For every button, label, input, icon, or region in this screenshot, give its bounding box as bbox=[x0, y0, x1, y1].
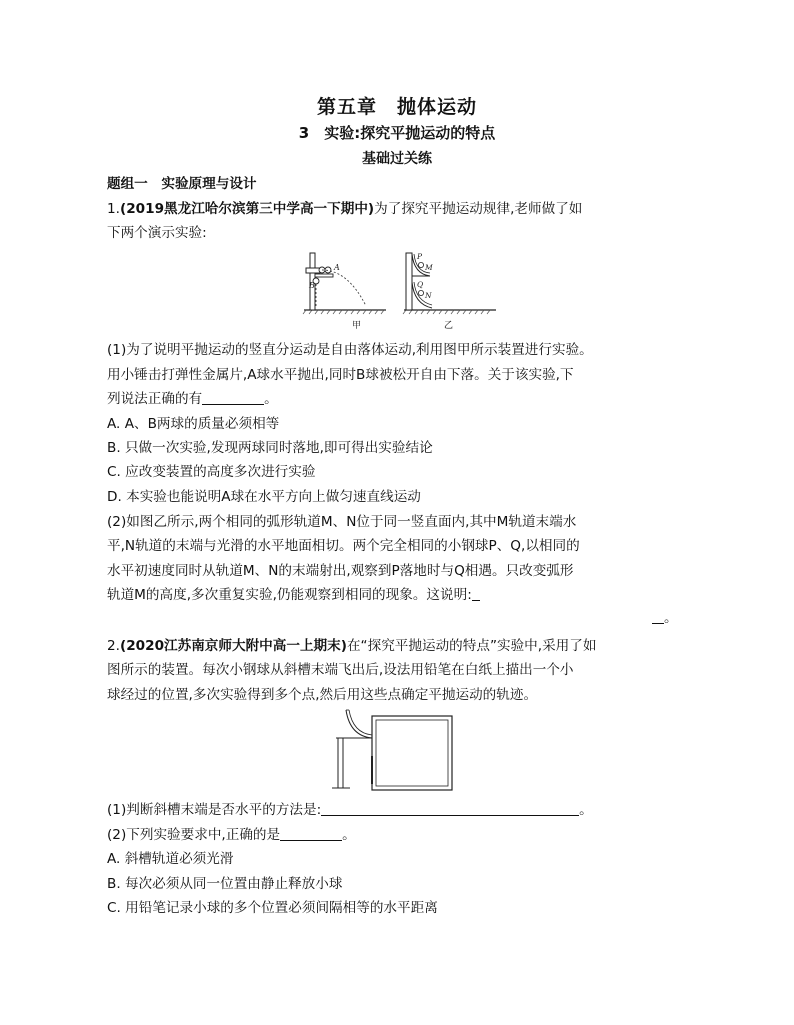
q1-option-b[interactable]: B. 只做一次实验,发现两球同时落地,即可得出实验结论 bbox=[107, 440, 433, 456]
q1-option-c[interactable]: C. 应改变装置的高度多次进行实验 bbox=[107, 464, 316, 480]
q2-stem-line2: 图所示的装置。每次小钢球从斜槽末端飞出后,设法用铅笔在白纸上描出一个小 bbox=[107, 662, 574, 678]
q2-stem-line1 bbox=[107, 636, 596, 656]
q2-part2 bbox=[107, 825, 356, 845]
q1-stem-line1 bbox=[107, 199, 582, 219]
subtitle: 基础过关练 bbox=[362, 151, 432, 167]
q1-figure-a bbox=[300, 248, 390, 328]
q2-stem-line3: 球经过的位置,多次实验得到多个点,然后用这些点确定平抛运动的轨迹。 bbox=[107, 687, 538, 703]
q2-part2-end: 。 bbox=[342, 827, 356, 843]
q1-option-d[interactable]: D. 本实验也能说明A球在水平方向上做匀速直线运动 bbox=[107, 489, 421, 505]
label-m: M bbox=[425, 263, 433, 272]
q1-part1-line1: (1)为了说明平抛运动的竖直分运动是自由落体运动,利用图甲所示装置进行实验。 bbox=[107, 342, 593, 358]
q2-part1-text: (1)判断斜槽末端是否水平的方法是: bbox=[107, 802, 322, 818]
label-n: N bbox=[425, 291, 432, 300]
q2-figure bbox=[328, 706, 460, 796]
q2-option-b[interactable]: B. 每次必须从同一位置由静止释放小球 bbox=[107, 876, 343, 892]
label-q: Q bbox=[417, 280, 424, 289]
q2-option-a[interactable]: A. 斜槽轨道必须光滑 bbox=[107, 851, 234, 867]
q2-stem-text: 在“探究平抛运动的特点”实验中,采用了如 bbox=[346, 638, 597, 654]
q1-part2-answer-blank-start[interactable] bbox=[472, 586, 480, 601]
q1-part2-answer-blank-end[interactable] bbox=[652, 609, 664, 624]
section-title: 3 实验:探究平抛运动的特点 bbox=[298, 124, 496, 142]
q1-option-a[interactable]: A. A、B两球的质量必须相等 bbox=[107, 416, 280, 432]
q1-stem-line2: 下两个演示实验: bbox=[107, 225, 207, 241]
q1-part1-line3 bbox=[107, 389, 278, 409]
q1-part2-line3: 水平初速度同时从轨道M、N的末端射出,观察到P落地时与Q相遇。只改变弧形 bbox=[107, 563, 574, 579]
q1-part1-end: 。 bbox=[264, 391, 278, 407]
q2-part1 bbox=[107, 800, 593, 820]
label-b: B bbox=[309, 281, 315, 290]
q1-part2-line4 bbox=[107, 585, 480, 605]
q1-part1-answer-blank[interactable] bbox=[202, 390, 264, 405]
label-a: A bbox=[334, 263, 340, 272]
q1-figure-b bbox=[400, 248, 500, 328]
q2-part1-answer-blank[interactable] bbox=[321, 801, 579, 816]
q1-source: (2019黑龙江哈尔滨第三中学高一下期中) bbox=[119, 201, 375, 217]
q1-stem-text: 为了探究平抛运动规律,老师做了如 bbox=[374, 201, 583, 217]
q1-part2-line2: 平,N轨道的末端与光滑的水平地面相切。两个完全相同的小钢球P、Q,以相同的 bbox=[107, 538, 580, 554]
q1-part2-line1: (2)如图乙所示,两个相同的弧形轨道M、N位于同一竖直面内,其中M轨道末端水 bbox=[107, 514, 577, 530]
q1-part2-end: 。 bbox=[664, 610, 678, 626]
q1-part2-text: 轨道M的高度,多次重复实验,仍能观察到相同的现象。这说明: bbox=[107, 587, 472, 603]
label-p: P bbox=[417, 252, 423, 261]
q1-part1-line2: 用小锤击打弹性金属片,A球水平抛出,同时B球被松开自由下落。关于该实验,下 bbox=[107, 367, 574, 383]
q2-part2-text: (2)下列实验要求中,正确的是 bbox=[107, 827, 281, 843]
q1-part2-line5 bbox=[652, 608, 678, 628]
q2-option-c[interactable]: C. 用铅笔记录小球的多个位置必须间隔相等的水平距离 bbox=[107, 900, 438, 916]
q2-part1-end: 。 bbox=[579, 802, 593, 818]
q2-source: (2020江苏南京师大附中高一上期末) bbox=[119, 638, 347, 654]
q2-part2-answer-blank[interactable] bbox=[280, 826, 342, 841]
q1-part1-text: 列说法正确的有 bbox=[107, 391, 203, 407]
q2-number: 2. bbox=[107, 638, 120, 654]
q1-number: 1. bbox=[107, 201, 120, 217]
chapter-title: 第五章 抛体运动 bbox=[316, 96, 477, 118]
figure-b-caption: 乙 bbox=[444, 321, 454, 331]
group-title: 题组一 实验原理与设计 bbox=[107, 176, 257, 192]
figure-a-caption: 甲 bbox=[352, 321, 362, 331]
